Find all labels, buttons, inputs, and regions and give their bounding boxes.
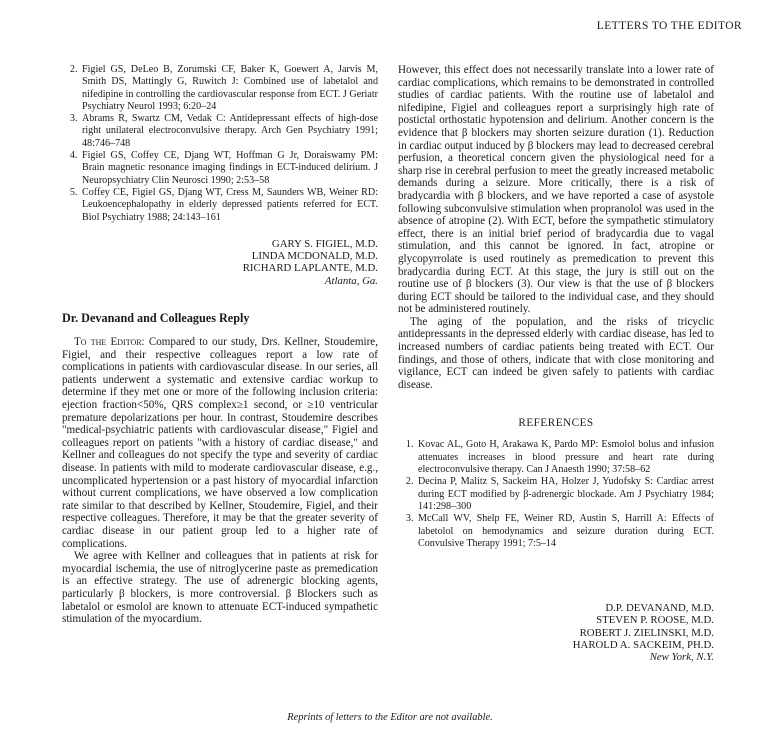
reference-item: 1. Kovac AL, Goto H, Arakawa K, Pardo MP: Esmolol bolus and infusion attenuates increases in blood pressure and heart rate during electroconvulsive therapy. Can J Anaesth 1990; 37:58–62 bbox=[416, 439, 714, 476]
left-column bbox=[62, 64, 378, 626]
footer-note: Reprints of letters to the Editor are not available. bbox=[287, 712, 493, 723]
reply-reference-list bbox=[398, 439, 714, 550]
author-location: New York, N.Y. bbox=[649, 651, 714, 664]
author-name: GARY S. FIGIEL, M.D. bbox=[271, 237, 378, 250]
reference-item: 4. Figiel GS, Coffey CE, Djang WT, Hoffman G Jr, Doraiswamy PM: Brain magnetic resonance imaging findings in ECT-induced delirium. J Neuropsychiatry Clin Neurosci 1990; 2:53–58 bbox=[80, 150, 378, 187]
reference-item: 2. Figiel GS, DeLeo B, Zorumski CF, Baker K, Goewert A, Jarvis M, Smith DS, Mattingly G, Ruwitch J: Combined use of labetalol and nifedipine in controlling the cardiovascular response from ECT. J Geriatr Psychiatry Neurol 1993; 6:20–24 bbox=[80, 64, 378, 113]
reply-paragraph-2: We agree with Kellner and colleagues that in patients at risk for myocardial ischemia, the use of nitroglycerine paste as premedication is an effective strategy. The use of adrenergic blocking agents, particularly β blockers, is more controversial. β Blockers such as labetalol or esmolol are known to attenuate ECT-induced sympathetic stimulation of the myocardium. bbox=[62, 550, 378, 626]
reply-paragraph-1 bbox=[62, 336, 378, 550]
reply-heading: Dr. Devanand and Colleagues Reply bbox=[62, 311, 250, 326]
author-name: HAROLD A. SACKEIM, PH.D. bbox=[572, 639, 714, 651]
signature-block-figiel bbox=[62, 238, 378, 287]
reference-item: 5. Coffey CE, Figiel GS, Djang WT, Cress M, Saunders WB, Weiner RD: Leukoencephalopathy in elderly depressed patients referred for ECT. Biol Psychiatry 1988; 24:143–161 bbox=[80, 187, 378, 224]
author-name: RICHARD LAPLANTE, M.D. bbox=[242, 262, 378, 275]
author-location: Atlanta, Ga. bbox=[324, 274, 378, 287]
reference-item: 2. Decina P, Malitz S, Sackeim HA, Holzer J, Yudofsky S: Cardiac arrest during ECT modified by β-adrenergic blockade. Am J Psychiatry 1984; 141:298–300 bbox=[416, 476, 714, 513]
right-column bbox=[398, 64, 714, 664]
reference-item: 3. McCall WV, Shelp FE, Weiner RD, Austin S, Harrill A: Effects of labetolol on hemodynamics and seizure duration during ECT. Convulsive Therapy 1991; 7:5–14 bbox=[416, 513, 714, 550]
author-name: D.P. DEVANAND, M.D. bbox=[605, 602, 714, 615]
paragraph-text: Compared to our study, Drs. Kellner, Stoudemire, Figiel, and their respective colleagues report a low rate of complications in patients with cardiovascular disease. In our series, all patients underwent a systematic and extensive cardiac workup to determine if they met one or more of the following inclusion criteria: ejection fraction<50%, QRS complex≥1 second, or ≥10 ventricular premature depolarizations per hour. In contrast, Stoudemire describes "medical-psychiatric patients with cardiovascular disease," Figiel and colleagues report on patients "with a history of cardiac disease," and Kellner and colleagues do not specify the type and severity of cardiac disease. In patients with mild to moderate cardiovascular disease, e.g., uncomplicated hypertension or a past history of myocardial infarction without current complications, we have observed a low complication rate similar to that described by Kellner, Stoudemire, Figiel, and their respective colleagues. Therefore, it may be that the greater severity of cardiac disease in our patient group led to a higher rate of complications. bbox=[62, 336, 378, 550]
letter-reference-list bbox=[62, 64, 378, 224]
author-name: STEVEN P. ROOSE, M.D. bbox=[596, 614, 714, 627]
reply-paragraph-continued: However, this effect does not necessarily translate into a lower rate of cardiac complications, which remains to be demonstrated in controlled studies of cardiac patients. With the routine use of labetalol and nifedipine, Figiel and colleagues report a surprisingly high rate of postictal orthostatic hypotension and delirium. Another concern is the evidence that β blockers may shorten seizure duration (1). Reduction in cardiac output induced by β blockers may lead to decreased cerebral perfusion, a theoretical concern given the physiological need for a sharp rise in cerebral perfusion to meet the greatly increased metabolic demands during a seizure. More critically, there is a risk of bradycardia with β blockers, and we have reported a case of asystole following subconvulsive stimulation when propranolol was used in the absence of atropine (2). With ECT, before the sympathetic stimulatory effect, there is an initial brief period of bradycardia due to vagal stimulation, and this cannot be ignored. In fact, atropine or glycopyrrolate is used routinely as premedication to prevent this bradycardia during ECT. At this stage, the jury is still out on the routine use of β blockers (3). Our view is that the use of β blockers during ECT should be tailored to the individual case, and they should not be administered routinely. bbox=[398, 64, 714, 316]
reply-paragraph-4: The aging of the population, and the risks of tricyclic antidepressants in the depressed elderly with cardiac disease, has led to increased numbers of cardiac patients being treated with ECT. Our findings, and those of others, indicate that with close monitoring and vigilance, ECT can indeed be given safely to patients with cardiac disease. bbox=[398, 315, 714, 391]
signature-block-devanand bbox=[398, 602, 714, 663]
reference-item: 3. Abrams R, Swartz CM, Vedak C: Antidepressant effects of high-dose right unilateral electroconvulsive therapy. Arch Gen Psychiatry 1991; 48:746–748 bbox=[80, 113, 378, 150]
salutation: To the Editor: bbox=[74, 336, 145, 349]
author-name: LINDA MCDONALD, M.D. bbox=[251, 250, 378, 263]
author-name: ROBERT J. ZIELINSKI, M.D. bbox=[579, 626, 714, 639]
references-heading: REFERENCES bbox=[518, 417, 594, 430]
running-header: LETTERS TO THE EDITOR bbox=[596, 20, 742, 32]
